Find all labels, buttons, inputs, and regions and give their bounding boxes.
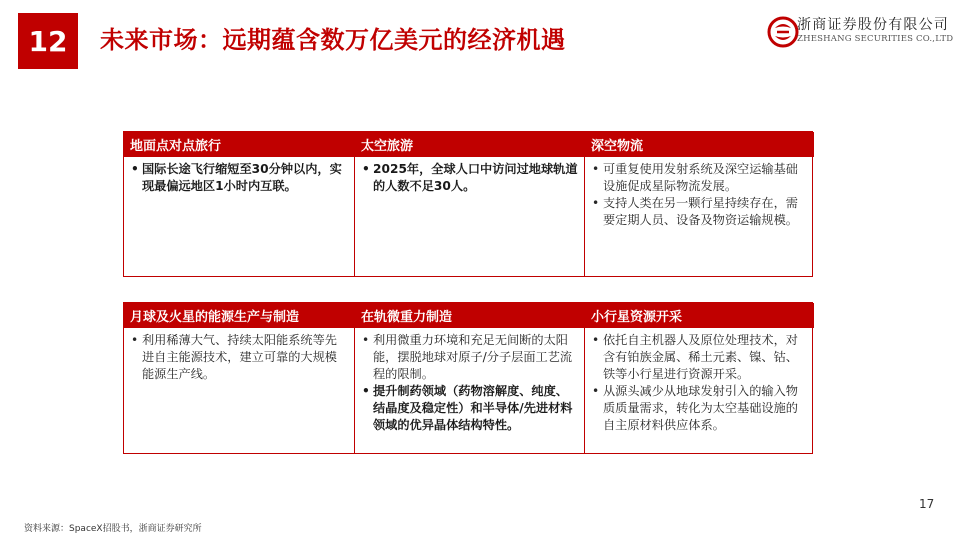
bullet-item: • 利用稀薄大气、持续太阳能系统等先进自主能源技术，建立可靠的大规模能源生产线。 <box>130 332 348 383</box>
column-header: 地面点对点旅行 <box>124 132 354 157</box>
column-header: 在轨微重力制造 <box>355 303 584 328</box>
logo-name-cn: 浙商证券股份有限公司 <box>797 17 949 33</box>
column-header: 小行星资源开采 <box>585 303 814 328</box>
column-body <box>355 157 584 195</box>
company-logo <box>767 12 954 52</box>
bullet-item: • 利用微重力环境和充足无间断的太阳能，摆脱地球对原子/分子层面工艺流程的限制。 <box>361 332 578 383</box>
column-header: 月球及火星的能源生产与制造 <box>124 303 354 328</box>
bullet-item: • 从源头减少从地球发射引入的输入物质质量需求，转化为太空基础设施的自主原材料供应体系。 <box>591 383 808 434</box>
column-header: 太空旅游 <box>355 132 584 157</box>
market-column-microgravity-manufacturing <box>354 303 584 453</box>
slide-title: 未来市场：远期蕴含数万亿美元的经济机遇 <box>100 26 566 54</box>
column-body <box>585 157 814 229</box>
market-column-deep-space-logistics <box>584 132 814 276</box>
market-column-p2p-travel <box>124 132 354 276</box>
page-number: 17 <box>919 497 935 511</box>
column-body <box>124 328 354 383</box>
column-body <box>585 328 814 434</box>
column-body <box>124 157 354 195</box>
source-note: 资料来源：SpaceX招股书，浙商证券研究所 <box>24 524 202 534</box>
bottom-market-table <box>123 302 813 454</box>
market-column-asteroid-mining <box>584 303 814 453</box>
slide-number-badge <box>18 13 78 69</box>
slide-number: 12 <box>28 24 68 58</box>
bullet-item: • 国际长途飞行缩短至30分钟以内，实现最偏远地区1小时内互联。 <box>130 161 348 195</box>
bullet-item: • 依托自主机器人及原位处理技术，对含有铂族金属、稀土元素、镍、钴、铁等小行星进行资源开采。 <box>591 332 808 383</box>
bullet-item: • 可重复使用发射系统及深空运输基础设施促成星际物流发展。 <box>591 161 808 195</box>
column-header: 深空物流 <box>585 132 814 157</box>
top-market-table <box>123 131 813 277</box>
market-column-lunar-mars-energy <box>124 303 354 453</box>
bullet-item: • 支持人类在另一颗行星持续存在，需要定期人员、设备及物资运输规模。 <box>591 195 808 229</box>
column-body <box>355 328 584 434</box>
market-column-space-tourism <box>354 132 584 276</box>
logo-name-en: ZHESHANG SECURITIES CO.,LTD <box>797 34 954 44</box>
bullet-item: • 2025年，全球人口中访问过地球轨道的人数不足30人。 <box>361 161 578 195</box>
bullet-item: • 提升制药领域（药物溶解度、纯度、结晶度及稳定性）和半导体/先进材料领域的优异晶体结构特性。 <box>361 383 578 434</box>
zheshang-logo-icon <box>767 16 799 48</box>
